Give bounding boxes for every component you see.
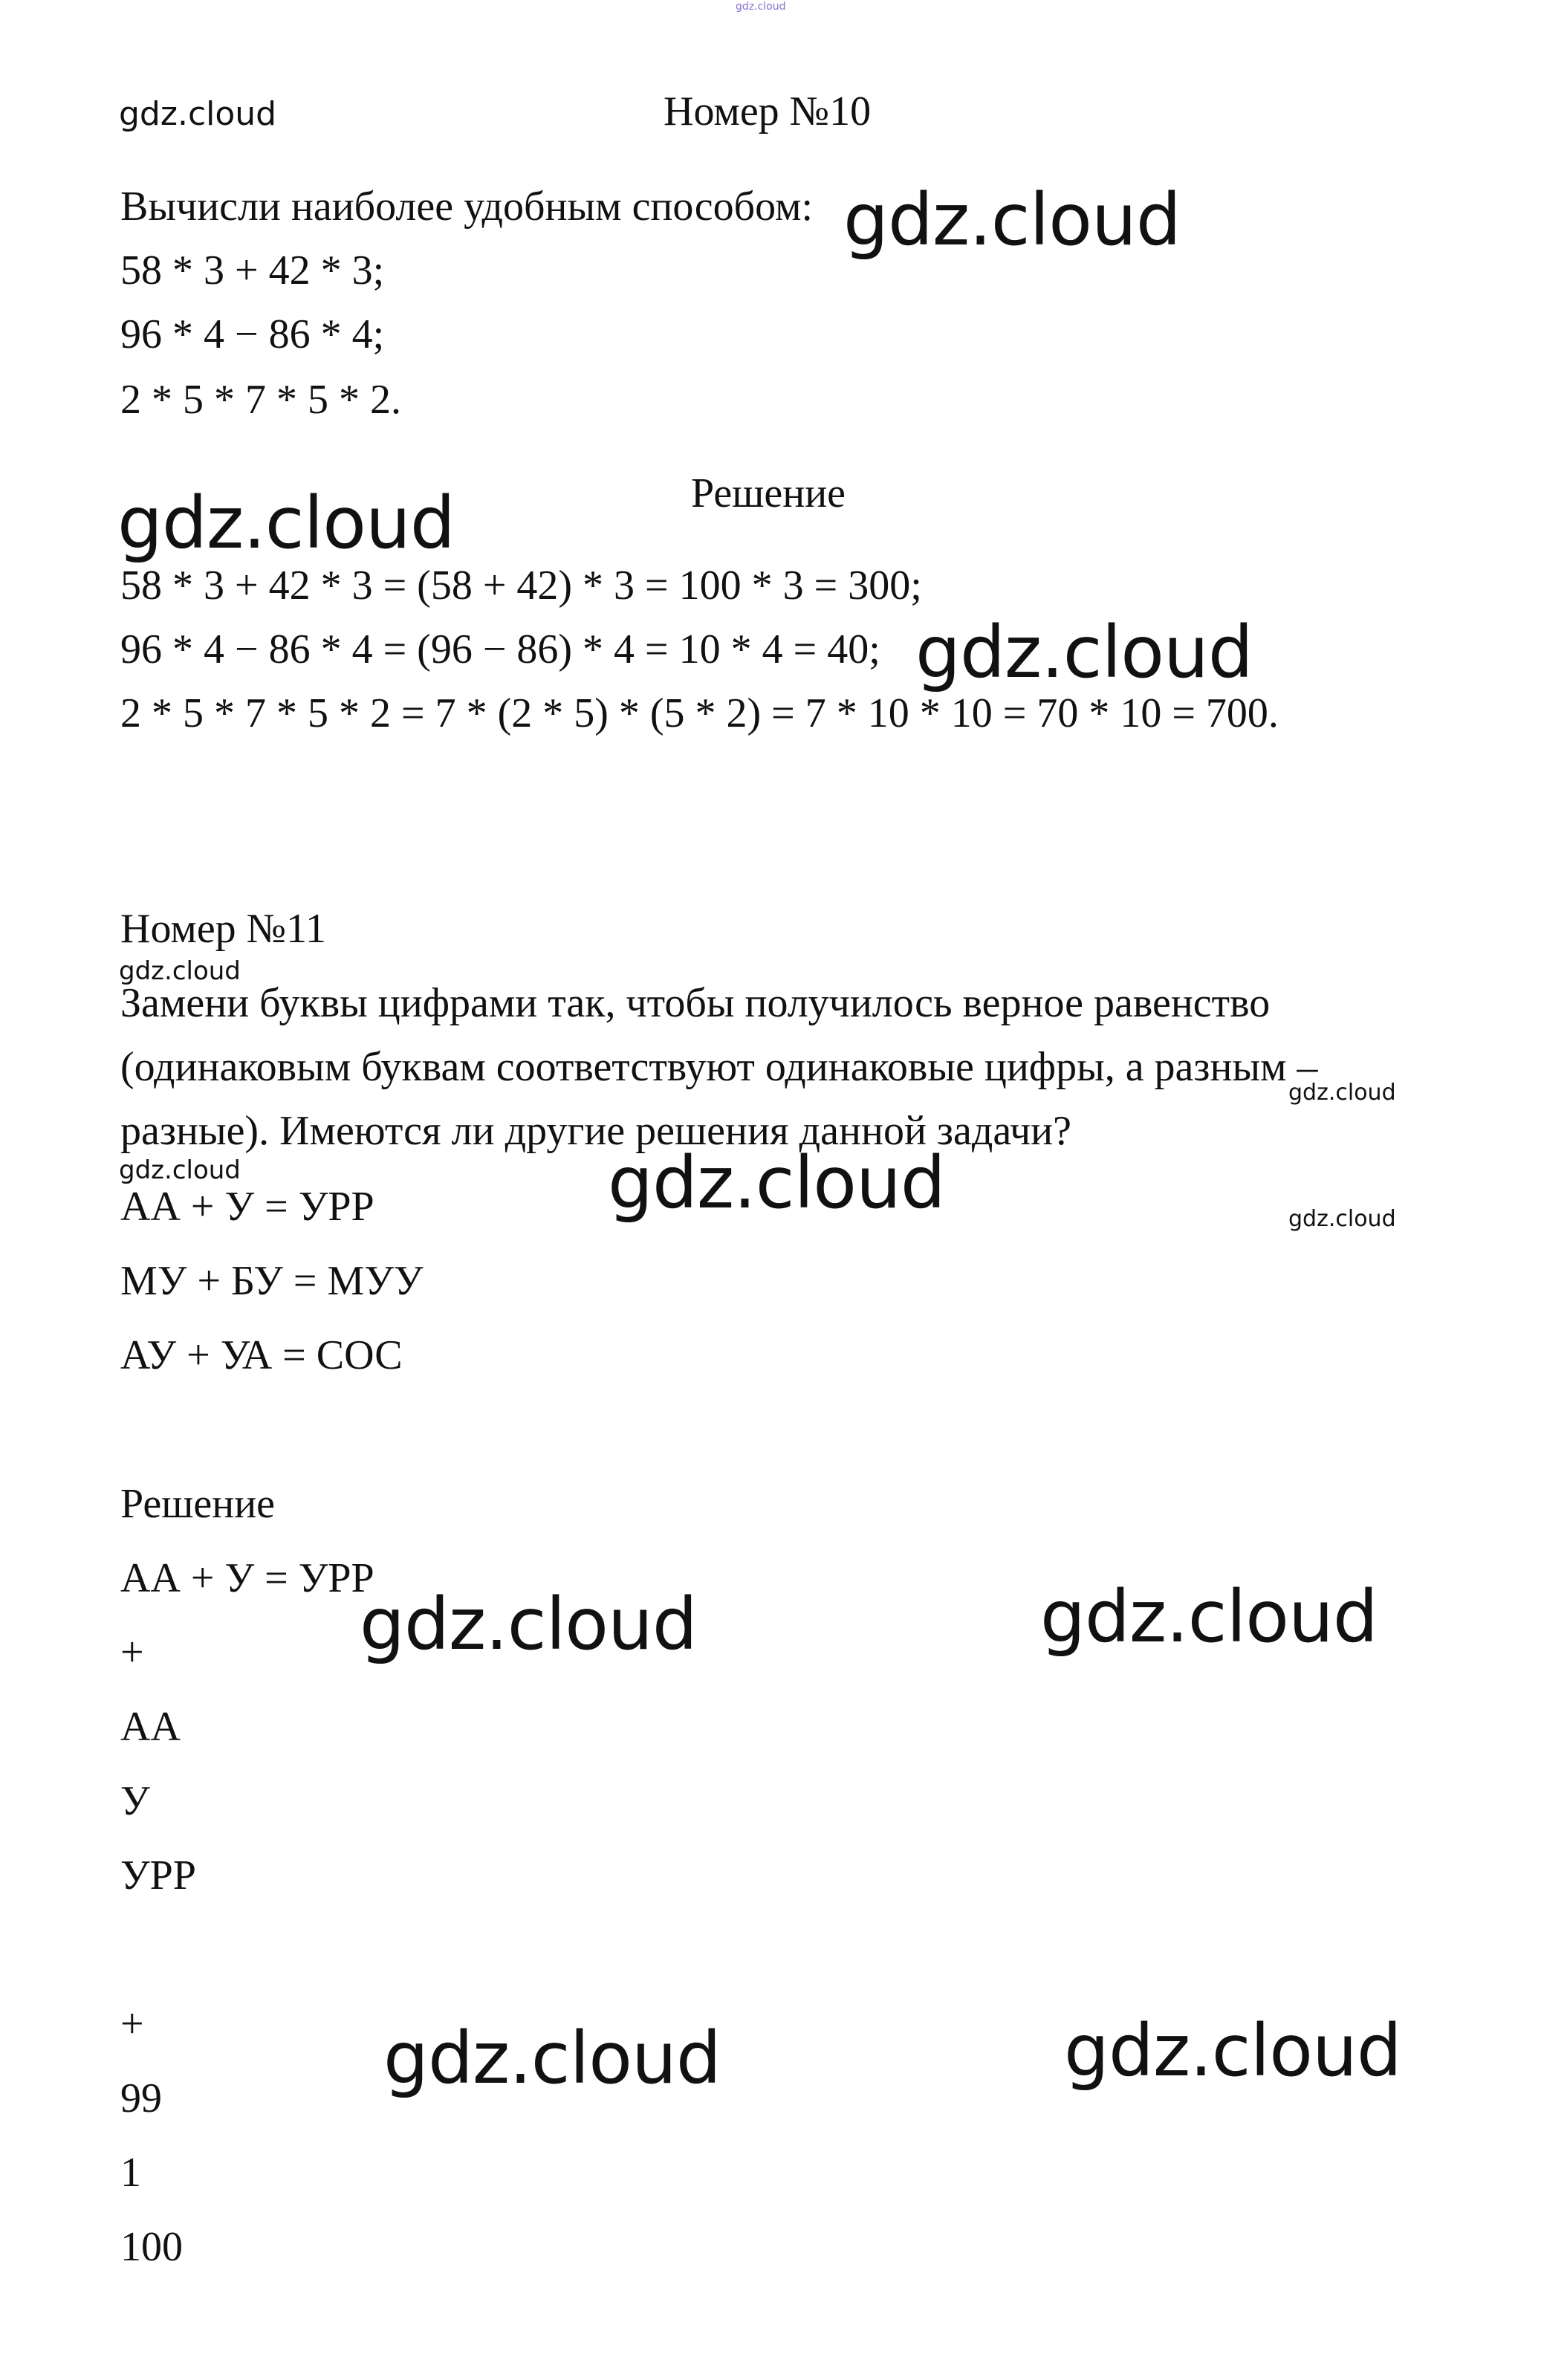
task11-solution-heading: Решение	[120, 1481, 276, 1527]
task11-equation: МУ + БУ = МУУ	[120, 1258, 424, 1304]
watermark: gdz.cloud	[1064, 2009, 1401, 2092]
task11-prompt-line: (одинаковым буквам соответствуют одинаковые цифры, а разным –	[120, 1044, 1318, 1090]
watermark: gdz.cloud	[117, 481, 455, 565]
task11-title: Номер №11	[120, 906, 327, 952]
column-result: 100	[120, 2224, 183, 2270]
task10-solution-line: 2 * 5 * 7 * 5 * 2 = 7 * (2 * 5) * (5 * 2) = 7 * 10 * 10 = 70 * 10 = 700.	[120, 690, 1279, 736]
task11-prompt-line: Замени буквы цифрами так, чтобы получилось верное равенство	[120, 980, 1271, 1026]
column-term: 99	[120, 2075, 162, 2121]
watermark: gdz.cloud	[1288, 1206, 1396, 1232]
watermark: gdz.cloud	[1040, 1575, 1378, 1658]
task10-solution-heading: Решение	[691, 470, 846, 516]
task11-prompt-line: разные). Имеются ли другие решения данной задачи?	[120, 1108, 1071, 1154]
task10-solution-line: 58 * 3 + 42 * 3 = (58 + 42) * 3 = 100 * 3 = 300;	[120, 562, 922, 609]
task11-solution-equation: АА + У = УРР	[120, 1555, 374, 1601]
watermark-top: gdz.cloud	[736, 1, 786, 13]
watermark: gdz.cloud	[360, 1583, 697, 1666]
task11-equation: АУ + УА = СОС	[120, 1332, 403, 1378]
task10-solution-line: 96 * 4 − 86 * 4 = (96 − 86) * 4 = 10 * 4 = 40;	[120, 626, 880, 672]
column-term: 1	[120, 2150, 141, 2196]
task10-line: 2 * 5 * 7 * 5 * 2.	[120, 377, 401, 423]
task10-line: 58 * 3 + 42 * 3;	[120, 247, 385, 294]
watermark: gdz.cloud	[1288, 1080, 1396, 1106]
task11-equation: АА + У = УРР	[120, 1184, 374, 1230]
watermark: gdz.cloud	[119, 956, 241, 986]
task10-title: Номер №10	[664, 88, 872, 134]
column-term: У	[120, 1778, 150, 1824]
watermark-header: gdz.cloud	[119, 95, 277, 133]
watermark: gdz.cloud	[383, 2017, 721, 2100]
column-result: УРР	[120, 1852, 196, 1899]
watermark: gdz.cloud	[119, 1155, 241, 1185]
task10-prompt: Вычисли наиболее удобным способом:	[120, 184, 814, 230]
watermark: gdz.cloud	[915, 611, 1253, 694]
column-term: АА	[120, 1704, 181, 1750]
column-sign: +	[120, 2001, 144, 2047]
watermark: gdz.cloud	[843, 178, 1181, 262]
watermark: gdz.cloud	[608, 1141, 945, 1225]
column-sign: +	[120, 1630, 144, 1676]
task10-line: 96 * 4 − 86 * 4;	[120, 311, 385, 357]
